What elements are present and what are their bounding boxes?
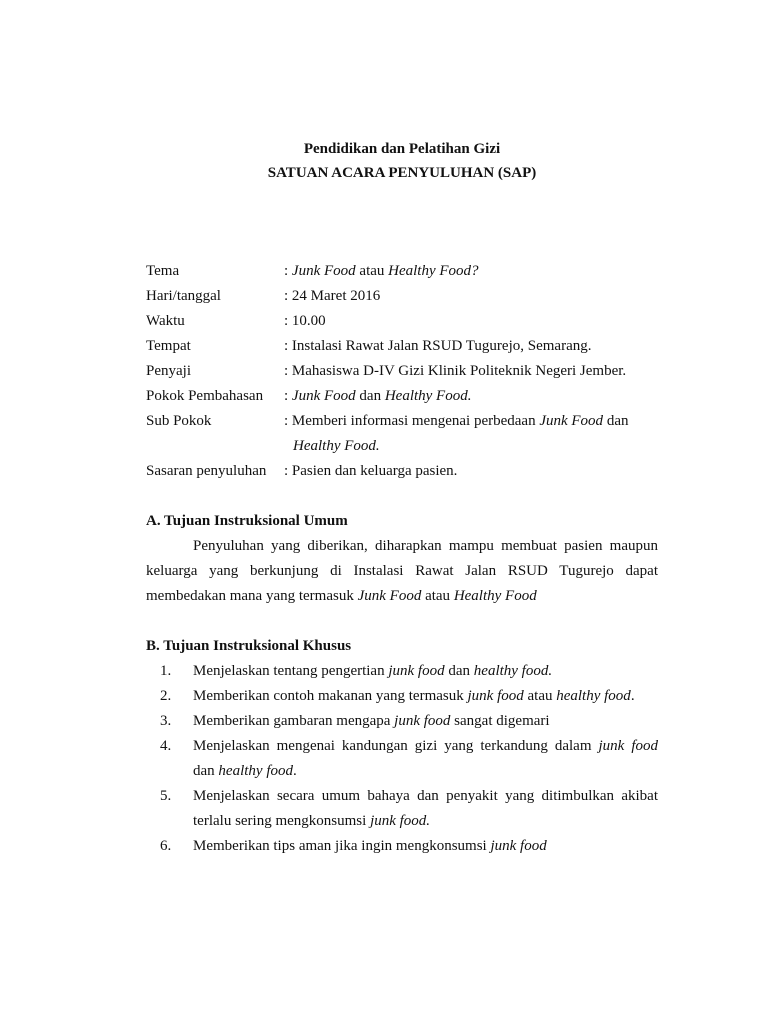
text-line [284, 288, 380, 304]
text-line [284, 388, 471, 404]
field-value [284, 359, 658, 384]
document-page [146, 137, 658, 859]
italic-term: junk food [388, 663, 445, 679]
field-label: Pokok Pembahasan [146, 388, 264, 404]
text-segment: sangat digemari [450, 713, 550, 729]
text-line [193, 784, 658, 809]
info-row [146, 459, 658, 484]
text-line [193, 809, 658, 834]
info-row [146, 384, 658, 409]
list-number: 2. [160, 688, 172, 704]
text-line [284, 338, 591, 354]
document-subtitle: SATUAN ACARA PENYULUHAN (SAP) [267, 165, 537, 181]
italic-term: healthy food. [473, 663, 553, 679]
list-number: 6. [160, 838, 172, 854]
list-number: 3. [160, 713, 172, 729]
field-value [284, 309, 658, 334]
italic-term: Junk Food [291, 263, 356, 279]
italic-term: Junk Food [539, 413, 604, 429]
field-value [284, 334, 658, 359]
list-item [146, 784, 658, 834]
text-segment: : Memberi informasi mengenai perbedaan [284, 413, 540, 429]
text-segment: Menjelaskan secara umum bahaya dan penyakit yang ditimbulkan akibat [193, 788, 658, 804]
field-label: Tempat [146, 338, 191, 354]
list-item [146, 709, 658, 734]
section-a-paragraph [146, 534, 658, 609]
list-text [193, 834, 658, 859]
text-segment: : Instalasi Rawat Jalan RSUD Tugurejo, Semarang. [284, 338, 592, 354]
field-value [284, 384, 658, 409]
text-segment: Menjelaskan tentang pengertian [193, 663, 389, 679]
text-segment: keluarga yang berkunjung di Instalasi Rawat Jalan RSUD Tugurejo dapat [146, 563, 658, 579]
list-text [193, 709, 658, 734]
text-segment: Memberikan tips aman jika ingin mengkonsumsi [193, 838, 491, 854]
text-line [193, 759, 658, 784]
list-text [193, 784, 658, 834]
list-item [146, 684, 658, 709]
italic-term: junk food [394, 713, 451, 729]
text-line [293, 438, 380, 454]
list-text [193, 684, 658, 709]
text-line [193, 834, 658, 859]
field-value [284, 284, 658, 309]
text-segment: atau [523, 688, 557, 704]
field-value [284, 259, 658, 284]
info-row [146, 284, 658, 309]
italic-term: Healthy Food [453, 588, 537, 604]
section-b-heading: B. Tujuan Instruksional Khusus [146, 638, 352, 654]
text-segment: Penyuluhan yang diberikan, diharapkan mampu membuat pasien maupun [193, 538, 658, 554]
text-line [193, 734, 658, 759]
text-line [146, 559, 658, 584]
text-segment: : [284, 388, 292, 404]
text-segment: . [293, 763, 297, 779]
info-row [146, 434, 658, 459]
field-label: Sub Pokok [146, 413, 212, 429]
italic-term: junk food [490, 838, 547, 854]
italic-term: Junk Food [357, 588, 422, 604]
text-segment: dan [193, 763, 219, 779]
italic-term: healthy food [556, 688, 631, 704]
field-value [284, 434, 658, 459]
list-text [193, 659, 658, 684]
text-line [193, 709, 658, 734]
info-row [146, 259, 658, 284]
text-segment: Memberikan contoh makanan yang termasuk [193, 688, 468, 704]
list-number: 4. [160, 738, 172, 754]
italic-term: Junk Food [291, 388, 356, 404]
text-segment: atau [355, 263, 389, 279]
document-title: Pendidikan dan Pelatihan Gizi [303, 141, 501, 157]
text-segment: atau [421, 588, 454, 604]
text-segment: dan [603, 413, 629, 429]
list-item [146, 659, 658, 684]
info-row [146, 409, 658, 434]
list-number-wrap [146, 734, 193, 784]
text-line [146, 584, 658, 609]
field-value [284, 459, 658, 484]
field-label [146, 434, 284, 459]
field-label: Tema [146, 263, 180, 279]
text-segment: : Mahasiswa D-IV Gizi Klinik Politeknik Negeri Jember. [284, 363, 627, 379]
text-line [193, 684, 658, 709]
text-segment: : Pasien dan keluarga pasien. [284, 463, 458, 479]
text-line [284, 363, 626, 379]
section-b-list [146, 659, 658, 859]
text-line [146, 534, 658, 559]
text-segment: : 24 Maret 2016 [284, 288, 381, 304]
list-number: 1. [160, 663, 172, 679]
field-label: Sasaran penyuluhan [146, 463, 267, 479]
text-segment: dan [444, 663, 474, 679]
list-number-wrap [146, 659, 193, 684]
field-label: Penyaji [146, 363, 191, 379]
list-number-wrap [146, 709, 193, 734]
text-line [193, 659, 658, 684]
text-line [284, 263, 479, 279]
italic-term: junk food [467, 688, 524, 704]
info-row [146, 309, 658, 334]
italic-term: healthy food [218, 763, 293, 779]
text-line [284, 413, 628, 429]
field-value [284, 409, 658, 434]
list-number: 5. [160, 788, 172, 804]
field-label: Hari/tanggal [146, 288, 221, 304]
italic-term: Healthy Food? [388, 263, 479, 279]
list-text [193, 734, 658, 784]
list-number-wrap [146, 684, 193, 709]
text-line [284, 463, 457, 479]
text-segment: Menjelaskan mengenai kandungan gizi yang terkandung dalam [193, 738, 599, 754]
text-segment: membedakan mana yang termasuk [146, 588, 358, 604]
text-line [284, 313, 326, 329]
section-a-heading: A. Tujuan Instruksional Umum [146, 513, 348, 529]
text-segment: Memberikan gambaran mengapa [193, 713, 395, 729]
info-row [146, 334, 658, 359]
text-segment: . [630, 688, 635, 704]
list-number-wrap [146, 834, 193, 859]
list-item [146, 734, 658, 784]
text-segment: : [284, 263, 292, 279]
italic-term: Healthy Food. [384, 388, 472, 404]
field-label: Waktu [146, 313, 185, 329]
text-segment: dan [355, 388, 385, 404]
info-fields [146, 259, 658, 484]
text-segment: terlalu sering mengkonsumsi [193, 813, 371, 829]
list-item [146, 834, 658, 859]
italic-term: junk food [598, 738, 659, 754]
italic-term: Healthy Food. [293, 438, 380, 454]
text-segment: : 10.00 [284, 313, 326, 329]
info-row [146, 359, 658, 384]
list-number-wrap [146, 784, 193, 834]
italic-term: junk food. [370, 813, 431, 829]
